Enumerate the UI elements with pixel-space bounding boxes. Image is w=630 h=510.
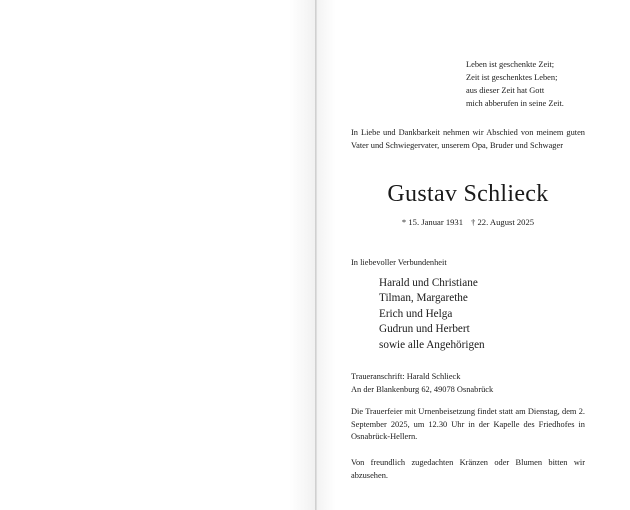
intro-text: In Liebe und Dankbarkeit nehmen wir Abschied von meinem guten Vater und Schwiegervater, unserem Opa, Bruder und Schwager — [351, 128, 585, 150]
deceased-name: Gustav Schlieck — [387, 181, 549, 207]
mourners-list — [379, 276, 485, 353]
address-line: An der Blankenburg 62, 49078 Osnabrück — [351, 384, 494, 394]
poem — [466, 58, 564, 110]
poem-line: Leben ist geschenkte Zeit; — [466, 60, 555, 69]
mourner-item: Tilman, Margarethe — [379, 292, 468, 305]
address-line: Traueranschrift: Harald Schlieck — [351, 372, 461, 381]
death-date: † 22. August 2025 — [471, 217, 535, 227]
birth-date: * 15. Januar 1931 — [401, 217, 464, 227]
connected-label: In liebevoller Verbundenheit — [351, 258, 447, 267]
mourner-item: Harald und Christiane — [379, 277, 478, 289]
poem-line: aus dieser Zeit hat Gott — [466, 86, 545, 95]
life-dates — [351, 216, 585, 228]
ceremony-info: Die Trauerfeier mit Urnenbeisetzung findet statt am Dienstag, dem 2. September 2025, um 12.30 Uhr in der Kapelle des Friedhofes in Osnabrück-Hellern. — [351, 407, 585, 441]
mourning-address — [351, 371, 493, 396]
mourner-item: Erich und Helga — [379, 307, 453, 320]
poem-line: Zeit ist geschenktes Leben; — [466, 73, 558, 82]
poem-line: mich abberufen in seine Zeit. — [466, 99, 564, 108]
flowers-note: Von freundlich zugedachten Kränzen oder Blumen bitten wir abzusehen. — [351, 458, 585, 480]
mourner-item: sowie alle Angehörigen — [379, 338, 485, 351]
mourner-item: Gudrun und Herbert — [379, 323, 470, 336]
